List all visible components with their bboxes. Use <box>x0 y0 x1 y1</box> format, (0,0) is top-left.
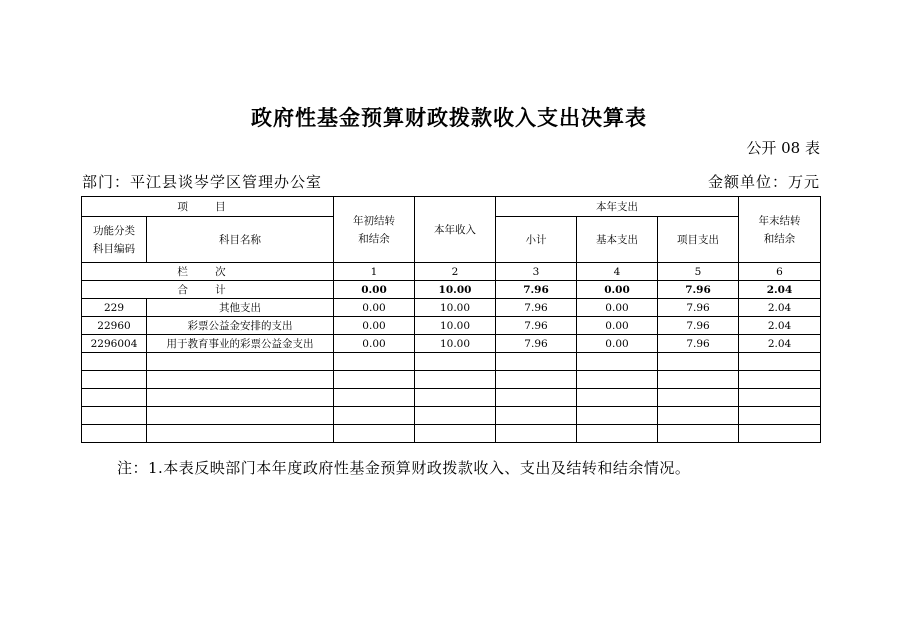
column-number: 1 <box>334 263 415 281</box>
row-value: 7.96 <box>496 317 577 335</box>
row-value: 2.04 <box>739 317 821 335</box>
empty-cell <box>577 353 658 371</box>
empty-cell <box>658 407 739 425</box>
row-code: 22960 <box>82 317 147 335</box>
empty-row <box>82 407 821 425</box>
row-value: 10.00 <box>415 335 496 353</box>
header-basic: 基本支出 <box>577 217 658 263</box>
header-expense-group: 本年支出 <box>496 197 739 217</box>
empty-cell <box>739 353 821 371</box>
column-number: 2 <box>415 263 496 281</box>
empty-cell <box>658 371 739 389</box>
row-value: 7.96 <box>658 335 739 353</box>
empty-cell <box>147 389 334 407</box>
empty-cell <box>147 353 334 371</box>
row-value: 0.00 <box>577 317 658 335</box>
total-value: 0.00 <box>577 281 658 299</box>
header-code: 功能分类 科目编码 <box>82 217 147 263</box>
empty-cell <box>739 425 821 443</box>
empty-cell <box>739 371 821 389</box>
row-value: 0.00 <box>334 317 415 335</box>
row-name: 用于教育事业的彩票公益金支出 <box>147 335 334 353</box>
column-number: 4 <box>577 263 658 281</box>
department-label: 部门：平江县谈岑学区管理办公室 <box>82 173 323 191</box>
empty-cell <box>658 425 739 443</box>
total-value: 2.04 <box>739 281 821 299</box>
empty-cell <box>334 371 415 389</box>
column-number-row <box>82 263 821 281</box>
table-number: 公开 08 表 <box>746 139 820 157</box>
empty-cell <box>147 425 334 443</box>
column-number: 6 <box>739 263 821 281</box>
amount-unit-label: 金额单位：万元 <box>707 173 820 191</box>
empty-cell <box>415 389 496 407</box>
empty-cell <box>415 371 496 389</box>
empty-cell <box>334 353 415 371</box>
table-row <box>82 335 821 353</box>
row-value: 10.00 <box>415 299 496 317</box>
empty-cell <box>496 353 577 371</box>
empty-cell <box>82 353 147 371</box>
empty-cell <box>415 353 496 371</box>
column-number: 3 <box>496 263 577 281</box>
empty-cell <box>577 407 658 425</box>
column-number-label: 栏 次 <box>82 263 334 281</box>
empty-row <box>82 389 821 407</box>
row-name: 彩票公益金安排的支出 <box>147 317 334 335</box>
empty-cell <box>658 353 739 371</box>
empty-cell <box>147 407 334 425</box>
empty-row <box>82 353 821 371</box>
total-label: 合 计 <box>82 281 334 299</box>
empty-cell <box>739 389 821 407</box>
row-code: 229 <box>82 299 147 317</box>
column-number: 5 <box>658 263 739 281</box>
empty-cell <box>496 371 577 389</box>
empty-cell <box>415 425 496 443</box>
budget-table <box>81 196 821 443</box>
row-value: 2.04 <box>739 335 821 353</box>
header-begin-balance: 年初结转 和结余 <box>334 197 415 263</box>
footnote: 注：1.本表反映部门本年度政府性基金预算财政拨款收入、支出及结转和结余情况。 <box>117 459 691 477</box>
header-project: 项目支出 <box>658 217 739 263</box>
empty-cell <box>577 371 658 389</box>
header-item: 项 目 <box>82 197 334 217</box>
empty-cell <box>658 389 739 407</box>
header-end-balance: 年末结转 和结余 <box>739 197 821 263</box>
row-value: 2.04 <box>739 299 821 317</box>
header-subtotal: 小计 <box>496 217 577 263</box>
header-name: 科目名称 <box>147 217 334 263</box>
row-value: 0.00 <box>577 299 658 317</box>
empty-cell <box>577 425 658 443</box>
empty-cell <box>496 407 577 425</box>
header-income: 本年收入 <box>415 197 496 263</box>
empty-cell <box>334 425 415 443</box>
empty-row <box>82 371 821 389</box>
empty-row <box>82 425 821 443</box>
total-value: 0.00 <box>334 281 415 299</box>
empty-cell <box>82 425 147 443</box>
row-value: 7.96 <box>496 299 577 317</box>
empty-cell <box>496 425 577 443</box>
row-value: 0.00 <box>334 335 415 353</box>
total-value: 7.96 <box>658 281 739 299</box>
row-value: 7.96 <box>658 317 739 335</box>
page-title: 政府性基金预算财政拨款收入支出决算表 <box>251 106 647 130</box>
table-row <box>82 317 821 335</box>
row-name: 其他支出 <box>147 299 334 317</box>
row-value: 7.96 <box>496 335 577 353</box>
total-value: 10.00 <box>415 281 496 299</box>
row-value: 10.00 <box>415 317 496 335</box>
empty-cell <box>496 389 577 407</box>
row-value: 0.00 <box>334 299 415 317</box>
empty-cell <box>82 371 147 389</box>
total-value: 7.96 <box>496 281 577 299</box>
empty-cell <box>82 407 147 425</box>
row-code: 2296004 <box>82 335 147 353</box>
total-row <box>82 281 821 299</box>
row-value: 0.00 <box>577 335 658 353</box>
empty-cell <box>334 407 415 425</box>
empty-cell <box>82 389 147 407</box>
row-value: 7.96 <box>658 299 739 317</box>
empty-cell <box>739 407 821 425</box>
empty-cell <box>147 371 334 389</box>
table-row <box>82 299 821 317</box>
empty-cell <box>577 389 658 407</box>
empty-cell <box>334 389 415 407</box>
empty-cell <box>415 407 496 425</box>
